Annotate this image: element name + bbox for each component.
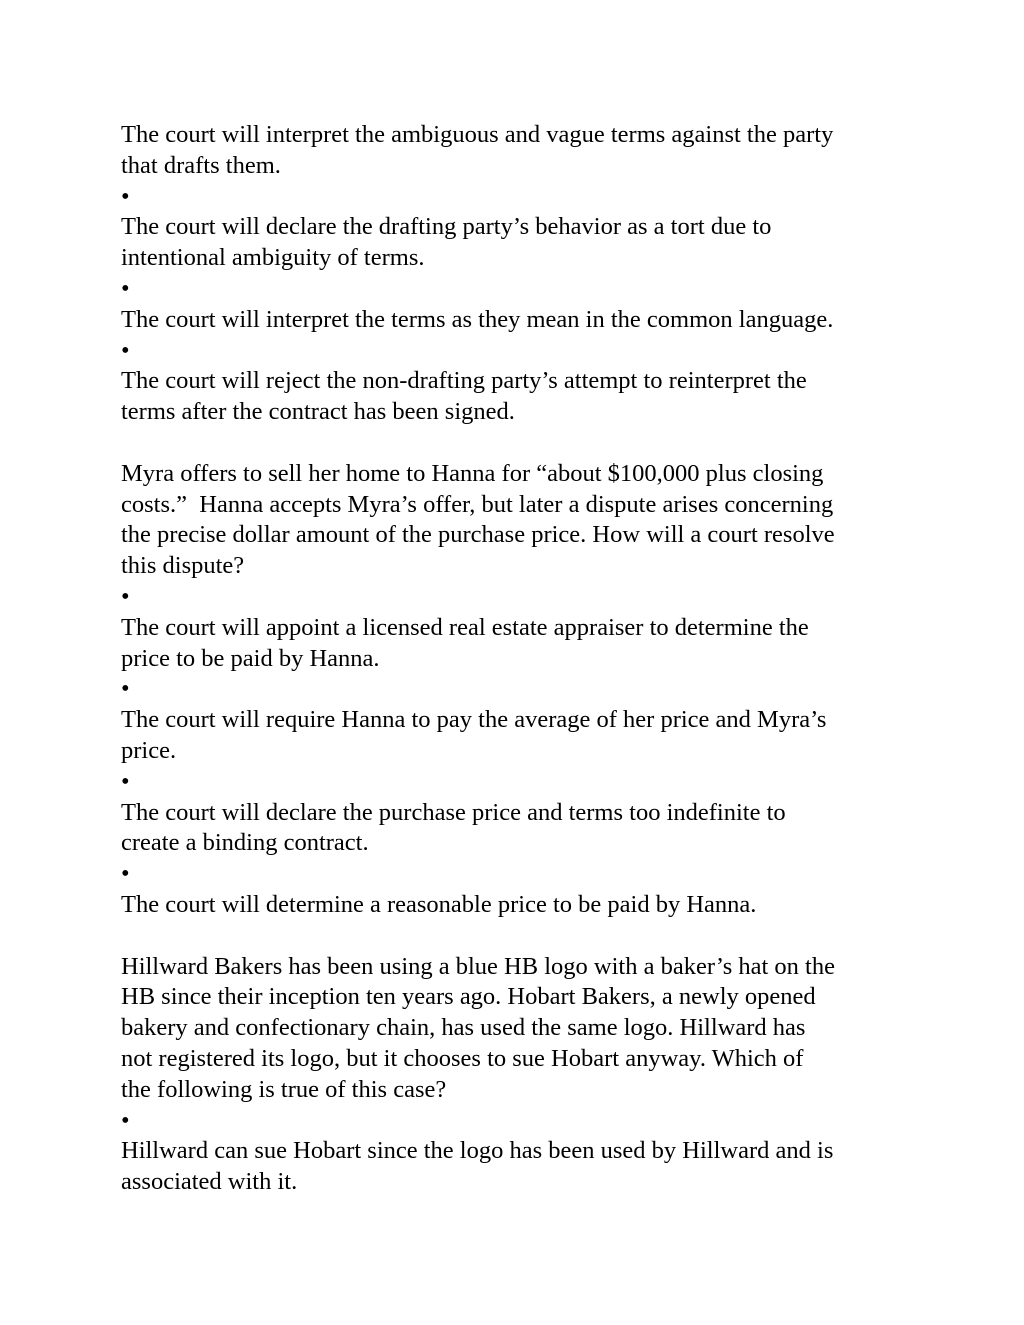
bullet: •: [121, 1106, 130, 1134]
text-line: create a binding contract.: [121, 829, 369, 857]
document-page: [121, 120, 911, 1198]
bullet: •: [121, 860, 130, 888]
text-line: HB since their inception ten years ago. Hobart Bakers, a newly opened: [121, 983, 816, 1011]
text-line: The court will declare the drafting party’s behavior as a tort due to: [121, 213, 772, 241]
text-line: the following is true of this case?: [121, 1075, 447, 1103]
bullet: •: [121, 336, 130, 364]
text-line: Hillward Bakers has been using a blue HB logo with a baker’s hat on the: [121, 952, 835, 980]
text-line: the precise dollar amount of the purchase price. How will a court resolve: [121, 521, 835, 549]
text-line: Myra offers to sell her home to Hanna for “about $100,000 plus closing: [121, 459, 824, 487]
text-line: The court will determine a reasonable price to be paid by Hanna.: [121, 890, 757, 918]
text-line: terms after the contract has been signed.: [121, 398, 515, 426]
text-line: intentional ambiguity of terms.: [121, 244, 425, 272]
text-line: Hillward can sue Hobart since the logo has been used by Hillward and is: [121, 1137, 834, 1165]
text-line: price to be paid by Hanna.: [121, 644, 380, 672]
text-line: that drafts them.: [121, 151, 281, 179]
blank-line: [121, 428, 911, 459]
text-line: associated with it.: [121, 1168, 298, 1196]
text-line: this dispute?: [121, 552, 245, 580]
text-line: The court will declare the purchase price and terms too indefinite to: [121, 798, 786, 826]
text-line: costs.” Hanna accepts Myra’s offer, but later a dispute arises concerning: [121, 490, 834, 518]
bullet: •: [121, 274, 130, 302]
text-line: The court will reject the non-drafting party’s attempt to reinterpret the: [121, 367, 807, 395]
text-line: The court will interpret the ambiguous and vague terms against the party: [121, 121, 834, 148]
blank-line: [121, 921, 911, 952]
text-line: The court will appoint a licensed real estate appraiser to determine the: [121, 613, 809, 641]
text-line: bakery and confectionary chain, has used the same logo. Hillward has: [121, 1014, 806, 1042]
text-line: The court will interpret the terms as they mean in the common language.: [121, 305, 834, 333]
bullet: •: [121, 675, 130, 703]
text-line: The court will require Hanna to pay the average of her price and Myra’s: [121, 706, 827, 734]
text-line: price.: [121, 736, 177, 764]
bullet: •: [121, 767, 130, 795]
text-line: not registered its logo, but it chooses to sue Hobart anyway. Which of: [121, 1044, 804, 1072]
bullet: •: [121, 182, 130, 210]
bullet: •: [121, 582, 130, 610]
